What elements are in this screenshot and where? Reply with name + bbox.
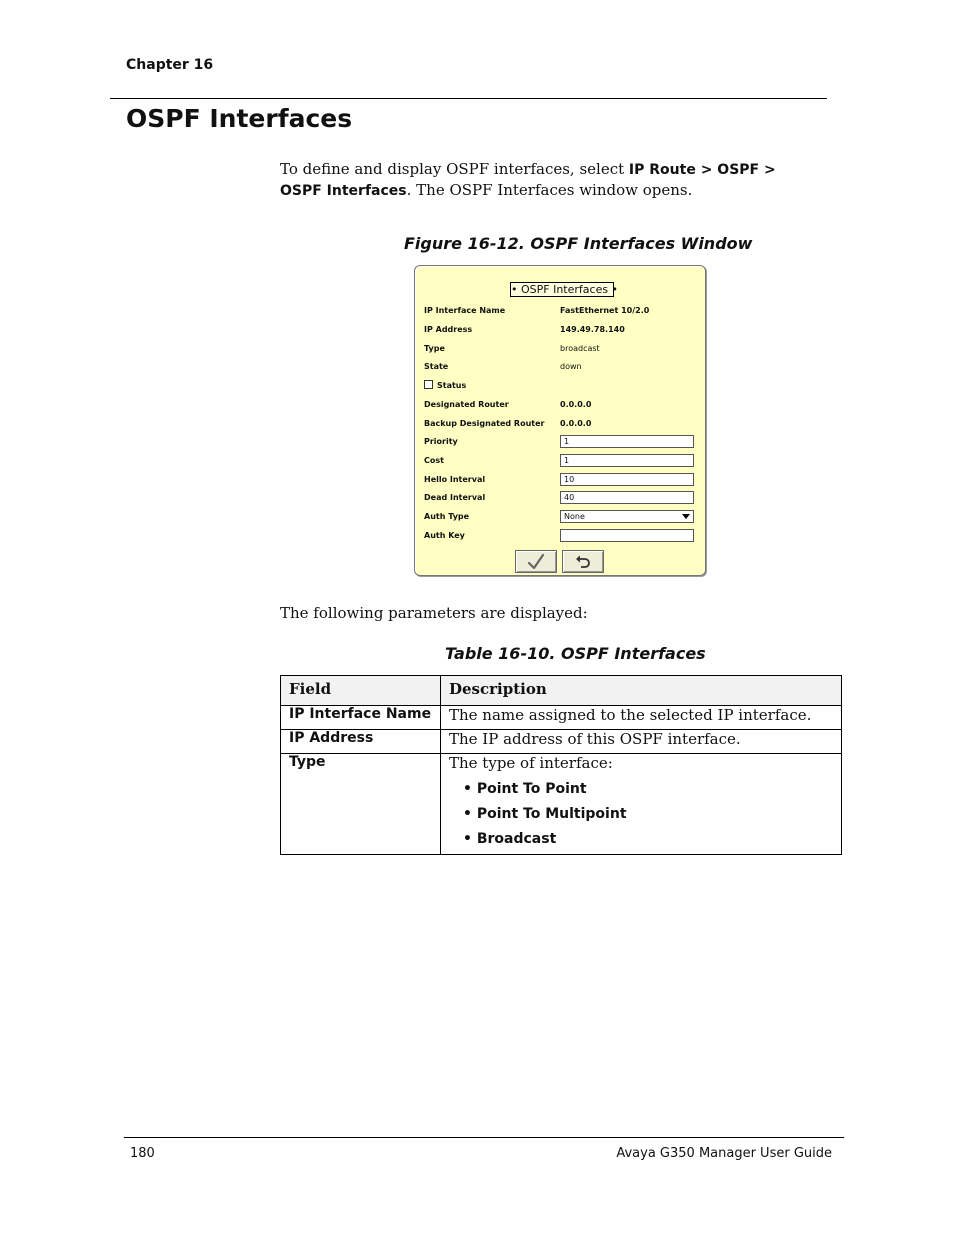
priority-input[interactable]: 1 — [560, 435, 694, 448]
auth-key-input[interactable] — [560, 529, 694, 542]
field-description: The IP address of this OSPF interface. — [441, 730, 842, 754]
guide-title: Avaya G350 Manager User Guide — [616, 1146, 832, 1161]
menu-path-line2: OSPF Interfaces — [280, 183, 407, 199]
ip-address-row — [424, 322, 696, 338]
intro-paragraph — [280, 159, 780, 201]
checkmark-icon — [526, 553, 546, 571]
apply-button[interactable] — [515, 550, 557, 573]
state-label: State — [424, 362, 449, 371]
cost-input[interactable]: 1 — [560, 454, 694, 467]
type-label: Type — [424, 344, 445, 353]
dead-interval-row — [424, 490, 696, 506]
auth-type-selected-value: None — [564, 512, 585, 521]
ip-address-label: IP Address — [424, 325, 473, 334]
section-title: OSPF Interfaces — [126, 104, 353, 133]
interface-type-list — [449, 777, 833, 852]
backup-designated-router-value: 0.0.0.0 — [560, 419, 592, 428]
designated-router-label: Designated Router — [424, 400, 509, 409]
header-field: Field — [281, 676, 441, 706]
ip-interface-name-value: FastEthernet 10/2.0 — [560, 306, 650, 315]
ip-address-value: 149.49.78.140 — [560, 325, 625, 334]
backup-designated-router-row — [424, 416, 696, 432]
auth-key-row — [424, 528, 696, 544]
auth-key-label: Auth Key — [424, 531, 465, 540]
backup-designated-router-label: Backup Designated Router — [424, 419, 545, 428]
parameters-table — [280, 675, 842, 855]
hello-interval-input[interactable]: 10 — [560, 473, 694, 486]
type-value: broadcast — [560, 344, 600, 353]
page-number: 180 — [130, 1146, 155, 1161]
priority-label: Priority — [424, 437, 458, 446]
ip-interface-name-row — [424, 303, 696, 319]
undo-icon — [574, 554, 592, 570]
cost-label: Cost — [424, 456, 444, 465]
list-item: • Point To Multipoint — [475, 802, 833, 827]
intro-text-before: To define and display OSPF interfaces, select — [280, 160, 629, 178]
field-name: Type — [281, 754, 441, 855]
cost-row — [424, 453, 696, 469]
hello-interval-row — [424, 472, 696, 488]
state-row — [424, 359, 696, 375]
dropdown-arrow-icon — [682, 514, 690, 519]
auth-type-label: Auth Type — [424, 512, 470, 521]
designated-router-row — [424, 397, 696, 413]
status-checkbox[interactable] — [424, 380, 433, 389]
field-name: IP Interface Name — [281, 706, 441, 730]
designated-router-value: 0.0.0.0 — [560, 400, 592, 409]
table-caption: Table 16-10. OSPF Interfaces — [445, 644, 706, 663]
intro-text-after: . The OSPF Interfaces window opens. — [406, 181, 693, 199]
type-description: The type of interface: — [449, 754, 613, 772]
type-row — [424, 341, 696, 357]
dead-interval-label: Dead Interval — [424, 493, 486, 502]
auth-type-row — [424, 509, 696, 525]
auth-type-select[interactable] — [560, 510, 694, 523]
field-name: IP Address — [281, 730, 441, 754]
list-item: • Broadcast — [475, 827, 833, 852]
window-title: • OSPF Interfaces • — [511, 283, 619, 296]
status-label: Status — [437, 381, 467, 390]
table-row — [281, 706, 842, 730]
field-description: The name assigned to the selected IP interface. — [441, 706, 842, 730]
table-row — [281, 754, 842, 855]
header-description: Description — [441, 676, 842, 706]
priority-row — [424, 434, 696, 450]
table-row — [281, 730, 842, 754]
undo-button[interactable] — [562, 550, 604, 573]
following-text: The following parameters are displayed: — [280, 604, 588, 622]
figure-caption: Figure 16-12. OSPF Interfaces Window — [404, 234, 753, 253]
hello-interval-label: Hello Interval — [424, 475, 486, 484]
table-header-row — [281, 676, 842, 706]
ip-interface-name-label: IP Interface Name — [424, 306, 506, 315]
menu-path-line1: IP Route > OSPF > — [628, 162, 776, 178]
footer-rule — [124, 1137, 844, 1138]
field-description — [441, 754, 842, 855]
dead-interval-input[interactable]: 40 — [560, 491, 694, 504]
status-row — [424, 378, 696, 394]
header-rule — [110, 98, 827, 99]
chapter-header: Chapter 16 — [126, 57, 214, 73]
state-value: down — [560, 362, 582, 371]
list-item: • Point To Point — [475, 777, 833, 802]
